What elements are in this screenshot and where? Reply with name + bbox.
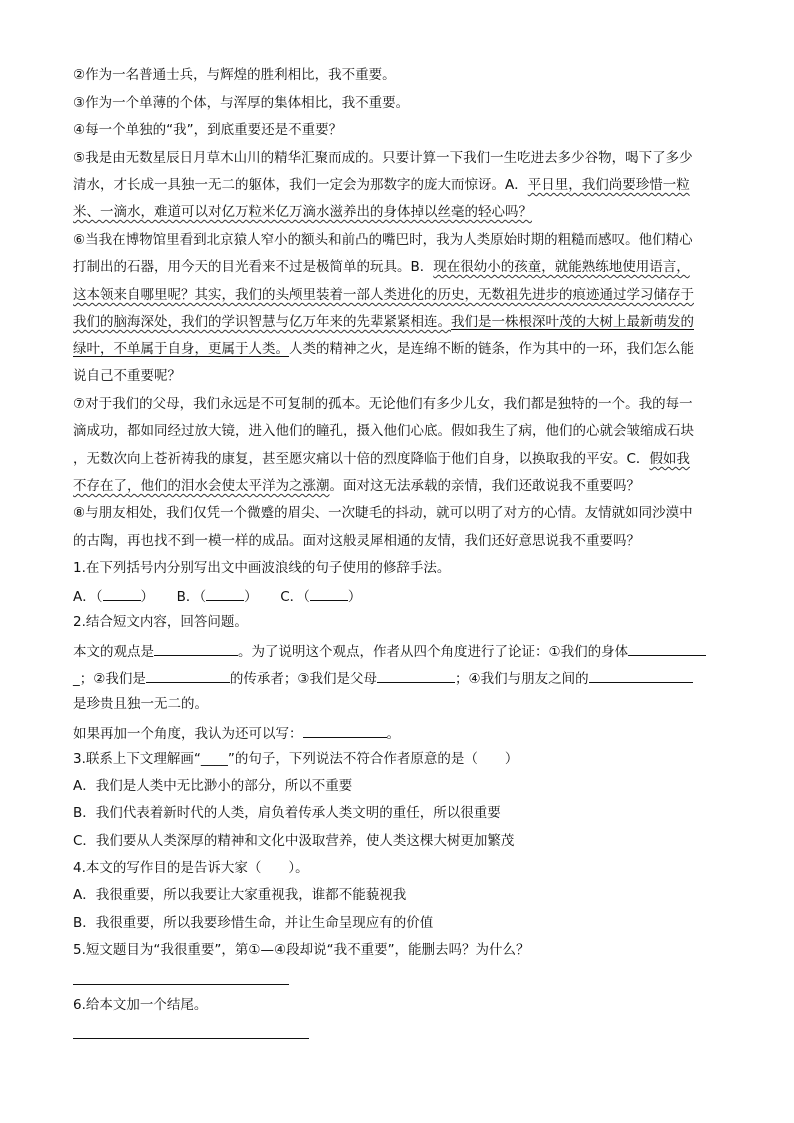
- paragraph-6-line-2: [73, 258, 723, 276]
- wavy-sentence-b-cont: 这本领来自哪里呢？其实，我们的头颅里装着一部人类进化的历史，无数祖先进步的痕迹通过学习储存于: [73, 287, 694, 303]
- question-6-stem: 6.给本文加一个结尾。: [73, 997, 208, 1013]
- paragraph-6-line-1: ⑥当我在博物馆里看到北京猿人窄小的额头和前凸的嘴巴时，我为人类原始时期的粗糙而感叹。他们精心: [73, 232, 693, 248]
- q1-close-a: ）: [140, 589, 154, 605]
- paragraph-7-text: ，无数次向上苍祈祷我的康复，甚至愿灾痛以十倍的烈度降临于他们自身，以换取我的平安。C．: [73, 451, 650, 467]
- paragraph-2: ②作为一名普通士兵，与辉煌的胜利相比，我不重要。: [73, 67, 396, 83]
- q2-text-7: 。: [386, 726, 400, 742]
- q3-option-a[interactable]: A．我们是人类中无比渺小的部分，所以不重要: [73, 778, 353, 794]
- paragraph-5-line-3: [73, 203, 723, 221]
- paragraph-6-line-3: [73, 286, 723, 304]
- paragraph-6-line-5: [73, 340, 723, 358]
- question-2-line-3: 是珍贵且独一无二的。: [73, 696, 208, 712]
- paragraph-7-line-3: [73, 450, 723, 468]
- q2-text-6: 如果再加一个角度，我认为还可以写：: [73, 726, 303, 742]
- question-5-stem: 5.短文题目为“我很重要”，第①—④段却说“我不重要”，能删去吗？为什么？: [73, 942, 530, 958]
- q1-blank-a[interactable]: [103, 586, 141, 601]
- q4-option-b[interactable]: B．我很重要，所以我要珍惜生命，并让生命呈现应有的价值: [73, 915, 434, 931]
- question-3-stem: 3.联系上下文理解画“____”的句子，下列说法不符合作者原意的是（ ）: [73, 751, 519, 767]
- q2-text-2: 。为了说明这个观点，作者从四个角度进行了论证：①我们的身体: [238, 644, 629, 660]
- q2-blank-viewpoint[interactable]: [154, 641, 238, 656]
- q1-blank-c[interactable]: [310, 586, 348, 601]
- q3-option-b[interactable]: B．我们代表着新时代的人类，肩负着传承人类文明的重任，所以很重要: [73, 805, 501, 821]
- q1-option-a-label: A．（: [73, 589, 103, 605]
- wavy-sentence-a-cont: 米、一滴水，难道可以对亿万粒米亿万滴水滋养出的身体掉以丝毫的轻心吗？: [73, 204, 532, 220]
- paragraph-5-text: 清水，才长成一具独一无二的躯体，我们一定会为那数字的庞大而惊讶。A．: [73, 177, 528, 193]
- q2-text-5: ；④我们与朋友之间的: [454, 671, 589, 687]
- question-2-line-1: [73, 641, 723, 661]
- paragraph-8-line-1: ⑧与朋友相处，我们仅凭一个微蹙的眉尖、一次睫毛的抖动，就可以明了对方的心情。友情就如同沙漠中: [73, 505, 693, 521]
- question-2-line-2: [73, 668, 723, 688]
- question-4-stem: 4.本文的写作目的是告诉大家（ ）。: [73, 860, 309, 876]
- underlined-sentence-cont: 绿叶，不单属于自身，更属于人类。: [73, 341, 289, 357]
- question-2-stem: 2.结合短文内容，回答问题。: [73, 614, 248, 630]
- q1-close-b: ）: [244, 589, 258, 605]
- paragraph-7-line-2: 滴成功，都如同经过放大镜，进入他们的瞳孔，摄入他们心底。假如我生了病，他们的心就会皱缩成石块: [73, 423, 694, 439]
- question-1-stem: 1.在下列括号内分别写出文中画波浪线的句子使用的修辞手法。: [73, 560, 451, 576]
- wavy-sentence-b-end: 我们的脑海深处，我们的学识智慧与亿万年来的先辈紧紧相连。: [73, 314, 451, 330]
- q2-blank-extra-angle[interactable]: [303, 723, 387, 738]
- underlined-sentence: 我们是一株根深叶茂的大树上最新萌发的: [451, 314, 694, 330]
- paragraph-7-line-4: [73, 477, 723, 495]
- paragraph-6-line-6: 说自己不重要呢？: [73, 368, 181, 384]
- q1-option-b-label: B．（: [176, 589, 207, 605]
- q6-answer-line[interactable]: [73, 1038, 309, 1039]
- paragraph-5-line-2: [73, 176, 723, 194]
- paragraph-7-text-2: 。面对这无法承载的亲情，我们还敢说我不重要吗？: [329, 478, 640, 494]
- paragraph-4: ④每一个单独的“我”，到底重要还是不重要？: [73, 122, 343, 138]
- q2-text-1: 本文的观点是: [73, 644, 154, 660]
- q5-answer-line[interactable]: [73, 984, 289, 985]
- paragraph-6-text: 打制出的石器，用今天的目光看来不过是极简单的玩具。B．: [73, 259, 434, 275]
- q2-blank-inheritor[interactable]: [146, 668, 230, 683]
- q3-option-c[interactable]: C．我们要从人类深厚的精神和文化中汲取营养，使人类这棵大树更加繁茂: [73, 833, 515, 849]
- paragraph-3: ③作为一个单薄的个体，与浑厚的集体相比，我不重要。: [73, 95, 410, 111]
- paragraph-5-line-1: ⑤我是由无数星辰日月草木山川的精华汇聚而成的。只要计算一下我们一生吃进去多少谷物，喝下了多少: [73, 150, 693, 166]
- wavy-sentence-c: 假如我: [649, 451, 690, 467]
- question-2-line-4: [73, 723, 723, 743]
- q2-blank-friends[interactable]: [589, 668, 693, 683]
- wavy-sentence-a: 平日里，我们尚要珍惜一粒: [527, 177, 690, 193]
- paragraph-6-line-4: [73, 313, 723, 331]
- q1-option-c-label: C．（: [280, 589, 310, 605]
- wavy-sentence-c-cont: 不存在了，他们的泪水会使太平洋为之涨潮: [73, 478, 330, 494]
- wavy-sentence-b: 现在很幼小的孩童，就能熟练地使用语言，: [433, 259, 690, 275]
- q1-close-c: ）: [347, 589, 362, 605]
- q1-blank-b[interactable]: [206, 586, 244, 601]
- paragraph-7-line-1: ⑦对于我们的父母，我们永远是不可复制的孤本。无论他们有多少儿女，我们都是独特的一个。我的每一: [73, 396, 693, 412]
- q2-blank-body[interactable]: [628, 641, 706, 656]
- q2-text-4: 的传承者；③我们是父母: [229, 671, 377, 687]
- question-1-options: [73, 586, 723, 606]
- q4-option-a[interactable]: A．我很重要，所以我要让大家重视我，谁都不能藐视我: [73, 887, 407, 903]
- q2-text-3: _；②我们是: [73, 671, 146, 687]
- paragraph-8-line-2: 的古陶，再也找不到一模一样的成品。面对这般灵犀相通的友情，我们还好意思说我不重要吗？: [73, 533, 640, 549]
- paragraph-6-text-2: 人类的精神之火，是连绵不断的链条，作为其中的一环，我们怎么能: [289, 341, 694, 357]
- q2-blank-parents[interactable]: [377, 668, 455, 683]
